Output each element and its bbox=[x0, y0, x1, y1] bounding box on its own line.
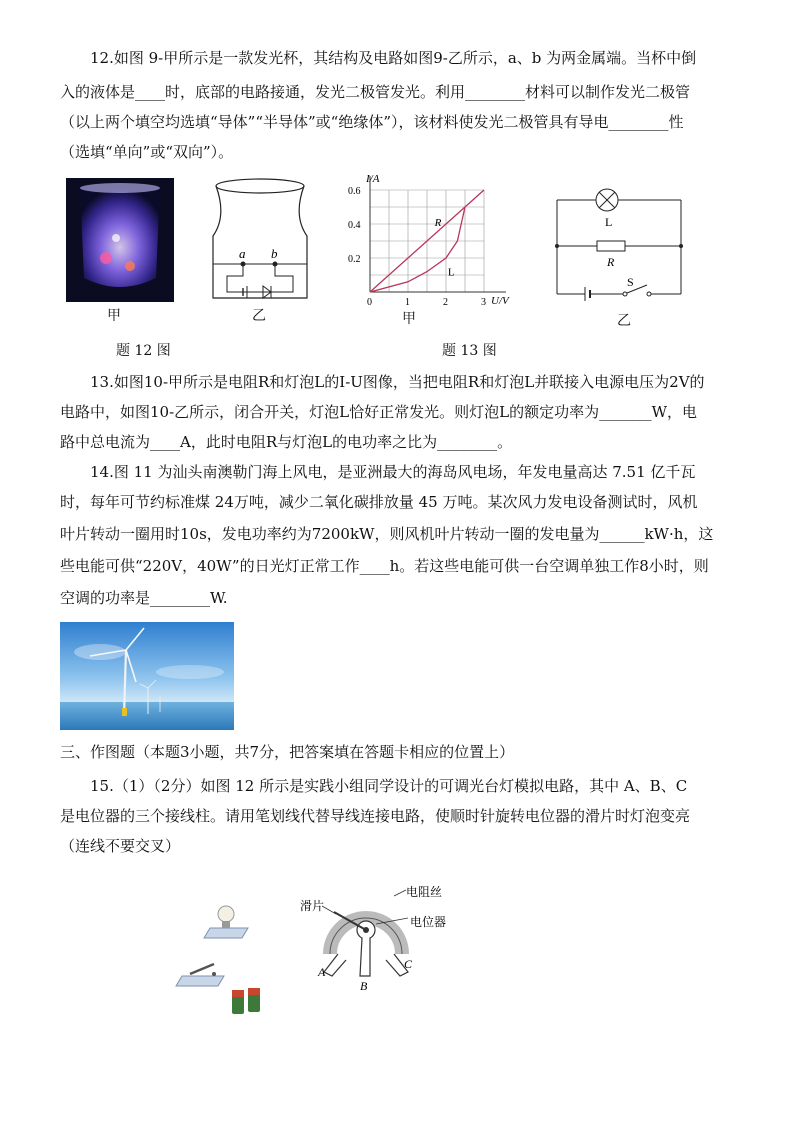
x-tick-label: 0 bbox=[367, 297, 372, 308]
label-a: a bbox=[239, 246, 246, 261]
cup-structure-diagram bbox=[205, 176, 315, 302]
q13-line-3: 路中总电流为____A，此时电阻R与灯泡L的电功率之比为________。 bbox=[60, 433, 513, 451]
terminal-b-label: B bbox=[360, 979, 368, 993]
resistance-wire-label: 电阻丝 bbox=[406, 885, 443, 899]
switch-on-base bbox=[176, 964, 224, 986]
slider-label: 滑片 bbox=[300, 899, 325, 913]
q12-line-2: 入的液体是____时，底部的电路接通，发光二极管发光。利用________材料可以制作发光二极管 bbox=[60, 83, 691, 101]
circuit-resistor-label: R bbox=[607, 255, 615, 269]
q13-line-1: 13.如图10-甲所示是电阻R和灯泡L的I-U图像，当把电阻R和灯泡L并联接入电源电压为2V的 bbox=[90, 373, 705, 391]
q12-line-1: 12.如图 9-甲所示是一款发光杯，其结构及电路如图9-乙所示，a、b 为两金属端。当杯中倒 bbox=[90, 49, 697, 67]
circuit-switch-label: S bbox=[627, 275, 634, 289]
q14-line-1: 14.图 11 为汕头南澳勒门海上风电，是亚洲最大的海岛风电场，年发电量高达 7.51 亿千瓦 bbox=[90, 463, 696, 481]
y-tick-label: 0.2 bbox=[348, 254, 361, 265]
q14-line-5: 空调的功率是________W. bbox=[60, 589, 228, 607]
q15-line-2: 是电位器的三个接线柱。请用笔划线代替导线连接电路，使顺时针旋转电位器的滑片时灯泡变亮 bbox=[60, 807, 691, 825]
terminal-a-lug bbox=[324, 954, 346, 976]
x-axis-label: U/V bbox=[491, 295, 509, 307]
offshore-wind-turbine-photo bbox=[60, 622, 234, 730]
potentiometer-diagram bbox=[294, 876, 464, 994]
section-3-heading: 三、作图题（本题3小题，共7分，把答案填在答题卡相应的位置上） bbox=[60, 743, 515, 761]
y-tick-label: 0.4 bbox=[348, 220, 361, 231]
q14-line-4: 些电能可供“220V，40W”的日光灯正常工作____h。若这些电能可供一台空调单独工作8小时，则 bbox=[60, 557, 709, 575]
lamp-on-base bbox=[204, 906, 248, 938]
q15-line-1: 15.（1）（2分）如图 12 所示是实践小组同学设计的可调光台灯模拟电路，其中 A、B、C bbox=[90, 777, 688, 795]
terminal-a-label: A bbox=[318, 965, 326, 979]
fig12-jia-label: 甲 bbox=[107, 308, 121, 324]
series-label-L: L bbox=[447, 266, 455, 279]
parallel-circuit-diagram bbox=[545, 182, 695, 308]
glowing-cup-photo bbox=[66, 178, 174, 302]
resistor-symbol bbox=[597, 241, 625, 251]
q15-line-3: （连线不要交叉） bbox=[60, 837, 181, 855]
q13-line-2: 电路中，如图10-乙所示，闭合开关，灯泡L恰好正常发光。则灯泡L的额定功率为_______W，电 bbox=[60, 403, 697, 421]
q14-line-2: 时，每年可节约标准煤 24万吨，减少二氧化碳排放量 45 万吨。某次风力发电设备测试时，风机 bbox=[60, 493, 698, 511]
fig12-yi-label: 乙 bbox=[252, 308, 266, 324]
y-axis-label: I/A bbox=[366, 173, 380, 185]
fig12-caption: 题 12 图 bbox=[116, 343, 171, 359]
batteries bbox=[232, 988, 260, 1014]
series-label-R: R bbox=[434, 217, 442, 229]
q12-line-3: （以上两个填空均选填“导体”“半导体”或“绝缘体”），该材料使发光二极管具有导电________性 bbox=[60, 113, 684, 131]
fig13-caption: 题 13 图 bbox=[442, 343, 497, 359]
circuit-lamp-label: L bbox=[605, 215, 613, 229]
terminal-c-label: C bbox=[404, 957, 413, 971]
x-tick-label: 1 bbox=[405, 297, 410, 308]
q12-line-4: （选填“单向”或“双向”）。 bbox=[60, 143, 234, 161]
x-tick-label: 2 bbox=[443, 297, 448, 308]
fig13-yi-label: 乙 bbox=[617, 313, 631, 329]
terminal-b-lug bbox=[360, 938, 370, 976]
potentiometer-label: 电位器 bbox=[410, 915, 447, 929]
y-tick-label: 0.6 bbox=[348, 186, 361, 197]
battery-symbol bbox=[585, 287, 590, 301]
label-b: b bbox=[271, 246, 278, 261]
q14-line-3: 叶片转动一圈用时10s，发电功率约为7200kW，则风机叶片转动一圈的发电量为______kW·h，这 bbox=[60, 525, 714, 543]
x-tick-label: 3 bbox=[481, 297, 486, 308]
circuit-components-figure bbox=[170, 900, 280, 1020]
fig13-jia-label: 甲 bbox=[402, 311, 416, 327]
lamp-symbol bbox=[596, 189, 618, 211]
iu-chart bbox=[346, 172, 516, 310]
